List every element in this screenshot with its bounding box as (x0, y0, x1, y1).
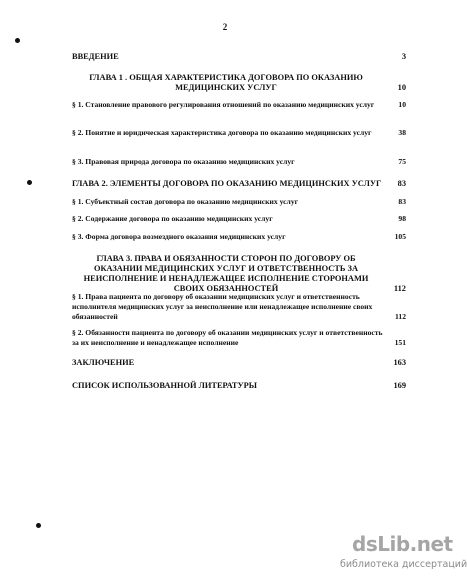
toc-entry-section[interactable] (72, 157, 406, 167)
toc-entry-bibliography[interactable] (72, 381, 406, 391)
margin-dot (36, 523, 41, 528)
toc-entry-title: § 2. Понятие и юридическая характеристика договора по оказанию медицинских услуг (72, 128, 372, 137)
toc-entry-chapter-1[interactable] (72, 73, 406, 93)
toc-entry-section[interactable] (72, 292, 406, 322)
dslib-watermark (340, 532, 467, 576)
toc-entry-title: § 3. Форма договора возмездного оказания медицинских услуг (72, 232, 286, 241)
toc-entry-page: 10 (398, 100, 406, 109)
toc-entry-title: ГЛАВА 1 . ОБЩАЯ ХАРАКТЕРИСТИКА ДОГОВОРА ПО ОКАЗАНИЮ МЕДИЦИНСКИХ УСЛУГ (89, 73, 363, 92)
toc-entry-page: 83 (397, 179, 406, 188)
toc-entry-introduction[interactable] (72, 52, 406, 62)
toc-entry-section[interactable] (72, 232, 406, 242)
toc-entry-chapter-3[interactable] (72, 254, 406, 294)
toc-entry-section[interactable] (72, 328, 406, 348)
toc-entry-section[interactable] (72, 128, 406, 138)
toc-entry-title: ЗАКЛЮЧЕНИЕ (72, 358, 135, 367)
margin-dot (15, 38, 20, 43)
toc-entry-title: § 3. Правовая природа договора по оказанию медицинских услуг (72, 157, 295, 166)
toc-entry-title: СПИСОК ИСПОЛЬЗОВАННОЙ ЛИТЕРАТУРЫ (72, 381, 257, 390)
watermark-logo: dsLib.net (352, 532, 453, 556)
toc-entry-page: 105 (394, 232, 406, 241)
toc-entry-page: 10 (397, 83, 406, 92)
toc-entry-title: ГЛАВА 2. ЭЛЕМЕНТЫ ДОГОВОРА ПО ОКАЗАНИЮ МЕДИЦИНСКИХ УСЛУГ (72, 179, 382, 188)
toc-entry-title: § 2. Содержание договора по оказанию медицинских услуг (72, 214, 273, 223)
toc-entry-page: 163 (393, 358, 406, 367)
watermark-subtitle: библиотека диссертаций (340, 559, 467, 570)
toc-entry-conclusion[interactable] (72, 358, 406, 368)
toc-entry-section[interactable] (72, 214, 406, 224)
toc-entry-page: 38 (398, 128, 406, 137)
toc-entry-title: § 1. Субъектный состав договора по оказанию медицинских услуг (72, 197, 299, 206)
toc-entry-page: 112 (393, 284, 406, 293)
toc-entry-page: 3 (401, 52, 406, 61)
toc-entry-page: 98 (398, 214, 406, 223)
toc-entry-title: § 2. Обязанности пациента по договору об оказании медицинских услуг и ответственность за их неисполнение и ненадлежащее исполнение (72, 328, 383, 347)
toc-entry-section[interactable] (72, 197, 406, 207)
toc-entry-title: § 1. Права пациента по договору об оказании медицинских услуг и ответственность исполнителя медицинских услуг за неисполнение или ненадлежащее исполнение своих обязанностей (72, 292, 373, 321)
toc-entry-page: 151 (394, 338, 406, 347)
toc-entry-page: 75 (398, 157, 406, 166)
toc-entry-page: 112 (395, 312, 406, 321)
toc-entry-section[interactable] (72, 100, 406, 110)
toc-entry-title: § 1. Становление правового регулирования отношений по оказанию медицинских услуг (72, 100, 375, 109)
toc-entry-title: ВВЕДЕНИЕ (72, 52, 119, 61)
toc-entry-chapter-2[interactable] (72, 179, 406, 189)
margin-dot (27, 180, 32, 185)
toc-entry-page: 83 (398, 197, 406, 206)
toc-entry-page: 169 (393, 381, 406, 390)
page-number: 2 (222, 22, 228, 32)
toc-entry-title: ГЛАВА 3. ПРАВА И ОБЯЗАННОСТИ СТОРОН ПО ДОГОВОРУ ОБ ОКАЗАНИИ МЕДИЦИНСКИХ УСЛУГ И ОТВЕТСТВЕННОСТЬ ЗА НЕИСПОЛНЕНИЕ И НЕНАДЛЕЖАЩЕЕ ИСПОЛНЕНИЕ СТОРОНАМИ СВОИХ ОБЯЗАННОСТЕЙ (83, 254, 369, 293)
